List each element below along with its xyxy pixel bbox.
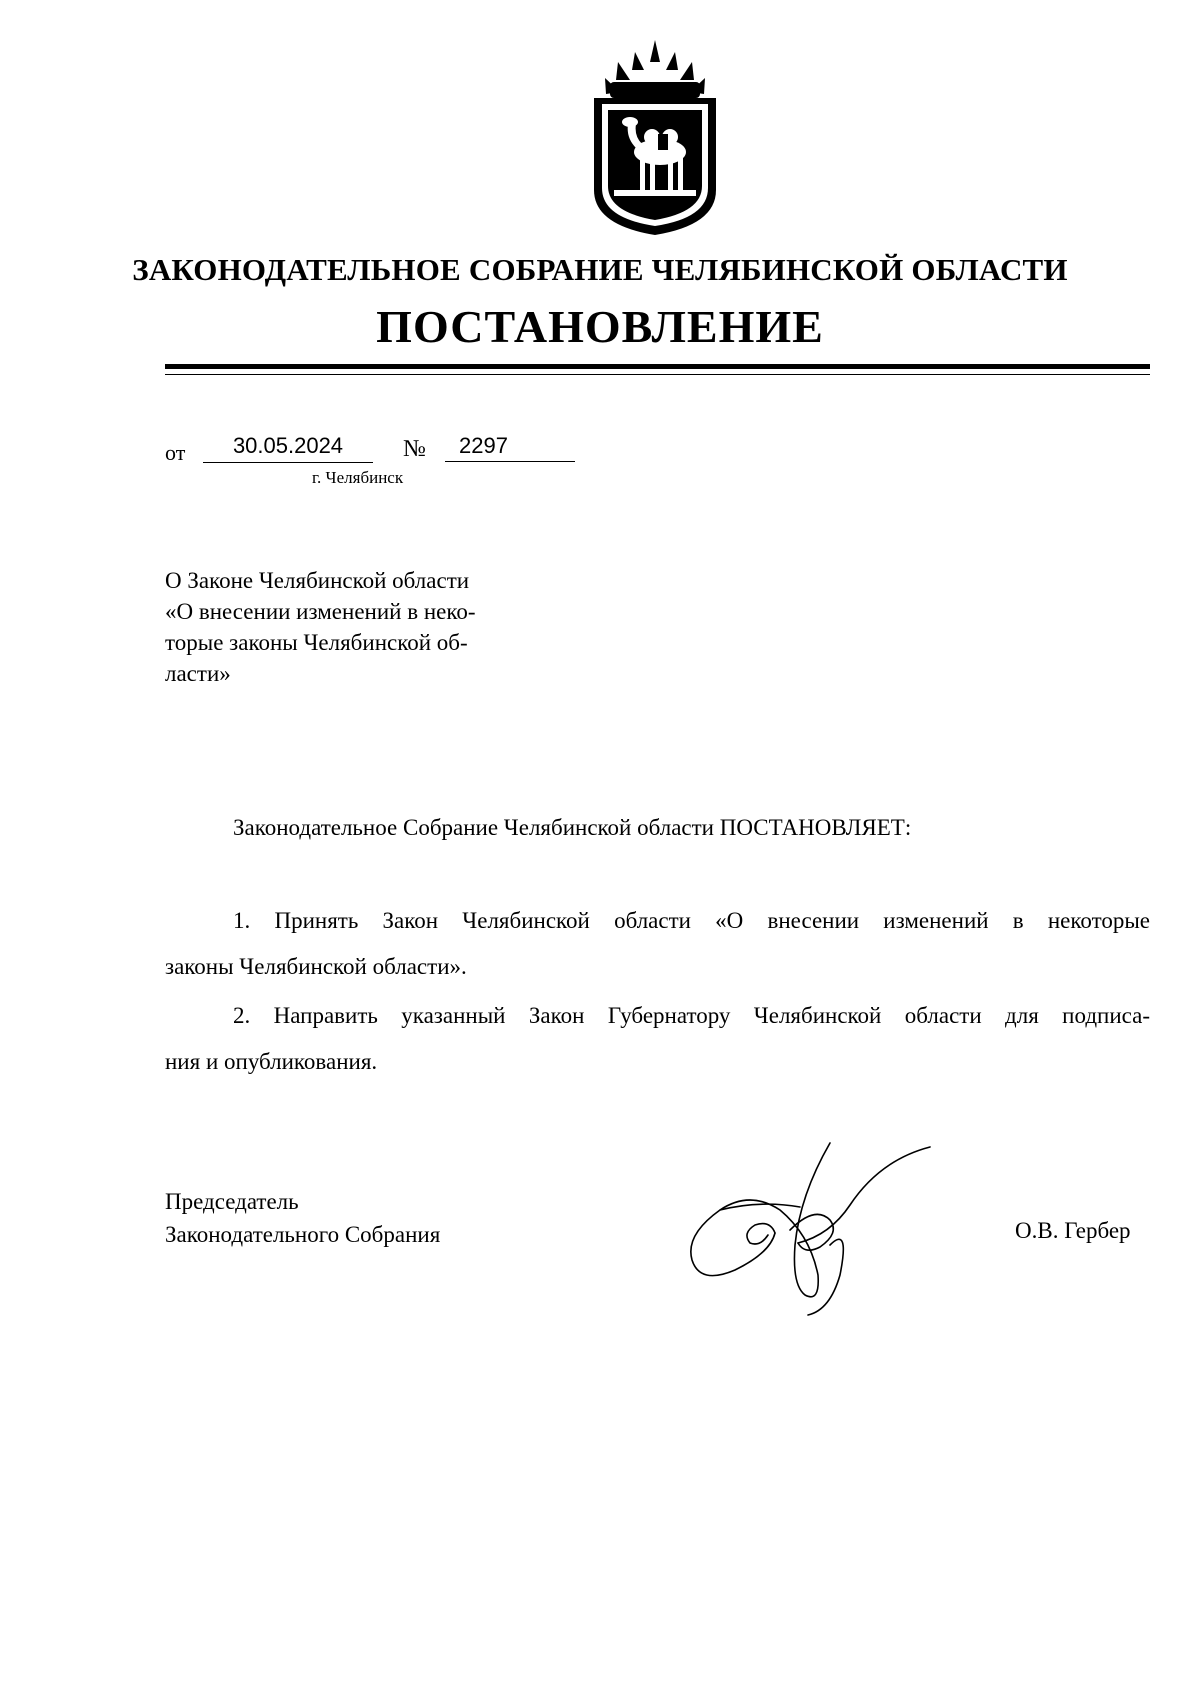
resolution-paragraph-2 [165, 993, 1150, 1085]
subject-line: ласти» [165, 661, 231, 686]
position-line: Законодательного Собрания [165, 1222, 441, 1247]
paragraph-line: законы Челябинской области». [165, 954, 467, 979]
city-label: г. Челябинск [312, 468, 404, 487]
subject-line: торые законы Челябинской об- [165, 630, 468, 655]
header-divider-thin [165, 374, 1150, 375]
signatory-name: О.В. Гербер [1015, 1218, 1131, 1243]
document-date: 30.05.2024 [203, 430, 373, 463]
header-divider-thick [165, 364, 1150, 369]
paragraph-line: 2. Направить указанный Закон Губернатору Челябинской области для подписа- [233, 1003, 1150, 1028]
document-subject [165, 565, 545, 689]
date-number-row [165, 430, 605, 470]
position-line: Председатель [165, 1189, 299, 1214]
subject-line: О Законе Челябинской области [165, 568, 470, 593]
signatory-position [165, 1185, 440, 1251]
document-number: 2297 [445, 430, 575, 462]
handwritten-signature [680, 1135, 960, 1320]
preamble: Законодательное Собрание Челябинской области ПОСТАНОВЛЯЕТ: [233, 815, 912, 840]
number-prefix: № [403, 436, 426, 462]
coat-of-arms-icon [580, 40, 730, 240]
organization-title: ЗАКОНОДАТЕЛЬНОЕ СОБРАНИЕ ЧЕЛЯБИНСКОЙ ОБЛАСТИ [132, 252, 1068, 287]
subject-line: «О внесении изменений в неко- [165, 599, 476, 624]
document-type: ПОСТАНОВЛЕНИЕ [376, 301, 824, 352]
resolution-paragraph-1 [165, 898, 1150, 990]
paragraph-line: 1. Принять Закон Челябинской области «О внесении изменений в некоторые [233, 908, 1150, 933]
date-prefix: от [165, 440, 186, 465]
paragraph-line: ния и опубликования. [165, 1049, 378, 1074]
